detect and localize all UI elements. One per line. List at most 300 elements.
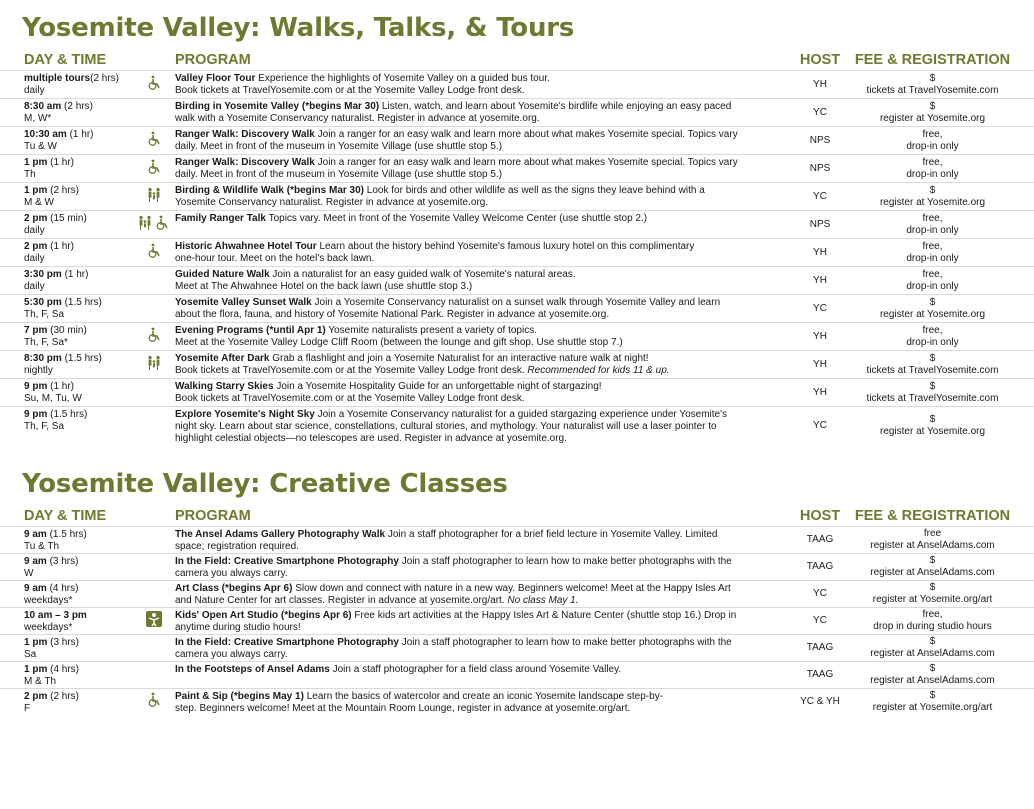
fee-cell (850, 635, 1015, 661)
day-time-cell (0, 99, 132, 126)
host-cell: YC (813, 615, 827, 626)
table-row (0, 98, 1034, 126)
accessibility-cell (132, 689, 175, 715)
duration: (1 hr) (47, 241, 75, 252)
program-desc-line3: highlight celestial objects—no telescopes are used. Register in advance at yosemite.org. (175, 433, 567, 444)
accessibility-cell (132, 635, 175, 661)
program-cell (175, 99, 790, 126)
wheelchair-icon (146, 327, 162, 347)
program-desc-line2: walk with a Yosemite Conservancy naturalist. Register in advance at yosemite.org. (175, 113, 540, 124)
time: 10 am – 3 pm (24, 610, 87, 621)
program-desc: Experience the highlights of Yosemite Valley on a guided bus tour. (255, 73, 550, 84)
time: 1 pm (24, 664, 48, 675)
accessibility-cell (132, 554, 175, 580)
duration: (15 min) (47, 213, 87, 224)
program-cell (175, 351, 790, 378)
fee-cell (850, 554, 1015, 580)
program-note: Recommended for kids 11 & up. (527, 365, 670, 376)
fee-cell (850, 127, 1015, 154)
program-desc: Listen, watch, and learn about Yosemite's birdlife while enjoying an easy paced (379, 101, 732, 112)
program-name: Guided Nature Walk (175, 269, 270, 280)
host-cell: TAAG (806, 534, 834, 545)
walks-header-row (0, 44, 1034, 70)
program-cell (175, 267, 790, 294)
registration: drop-in only (906, 336, 959, 348)
program-cell (175, 608, 790, 634)
time: 2 pm (24, 241, 48, 252)
registration: tickets at TravelYosemite.com (866, 392, 999, 404)
registration: register at AnselAdams.com (870, 567, 995, 578)
program-cell (175, 635, 790, 661)
program-desc-line2: Book tickets at TravelYosemite.com or at the Yosemite Valley Lodge front desk. (175, 393, 525, 404)
table-row (0, 607, 1034, 634)
host-cell: YC (813, 302, 827, 314)
day-time-cell (0, 379, 132, 406)
fee-cell (850, 211, 1015, 238)
program-desc: Join a naturalist for an easy guided walk of Yosemite's natural areas. (269, 269, 576, 280)
duration: (2 hrs) (90, 73, 120, 84)
days: Tu & Th (24, 541, 60, 552)
program-note: No class May 1. (507, 595, 579, 606)
host-cell: YH (813, 358, 827, 370)
accessibility-cell (132, 267, 175, 294)
time: 9 am (24, 583, 47, 594)
program-desc-line2: daily. Meet in front of the museum in Yosemite Village (use shuttle stop 5.) (175, 169, 503, 180)
program-name: Yosemite Valley Sunset Walk (175, 297, 312, 308)
fee-amount: $ (929, 352, 936, 364)
host-cell: YC (813, 588, 827, 599)
fee-cell (850, 379, 1015, 406)
table-row (0, 266, 1034, 294)
day-time-cell (0, 635, 132, 661)
time: 9 pm (24, 409, 48, 420)
days: F (24, 703, 31, 714)
days: M, W* (24, 113, 52, 124)
program-desc: Learn the basics of watercolor and create an iconic Yosemite landscape step-by- (303, 691, 664, 702)
duration: (2 hrs) (61, 101, 93, 112)
accessibility-cell (132, 379, 175, 406)
time: 8:30 am (24, 101, 62, 112)
program-desc-line2: Book tickets at TravelYosemite.com or at the Yosemite Valley Lodge front desk. (175, 365, 528, 376)
fee-cell (850, 323, 1015, 350)
accessibility-cell (132, 183, 175, 210)
fee-amount: free, (922, 324, 943, 336)
registration: drop-in only (906, 140, 959, 152)
duration: (1 hr) (47, 381, 75, 392)
registration: register at Yosemite.org/art (872, 594, 993, 605)
program-name: Birding & Wildlife Walk (*begins Mar 30) (175, 185, 365, 196)
host-cell: TAAG (806, 669, 834, 680)
registration: register at Yosemite.org/art (872, 702, 993, 713)
fee-amount: free, (922, 128, 943, 140)
duration: (2 hrs) (47, 185, 80, 196)
duration: (1 hr) (66, 129, 94, 140)
program-cell (175, 323, 790, 350)
time: 2 pm (24, 691, 48, 702)
days: Su, M, Tu, W (24, 393, 82, 404)
program-cell (175, 155, 790, 182)
days: weekdays* (24, 595, 73, 606)
registration: register at Yosemite.org (879, 425, 986, 437)
accessibility-cell (132, 239, 175, 266)
accessibility-cell (132, 608, 175, 634)
fee-amount: free, (922, 609, 943, 620)
days: Tu & W (24, 141, 57, 152)
program-desc: Topics vary. Meet in front of the Yosemite Valley Welcome Center (use shuttle stop 2.) (265, 213, 648, 224)
program-cell (175, 527, 790, 553)
program-cell (175, 127, 790, 154)
kids-icon (146, 611, 162, 631)
table-row (0, 688, 1034, 715)
host-cell: YH (813, 246, 827, 258)
time: 5:30 pm (24, 297, 62, 308)
wheelchair-icon (146, 243, 162, 263)
program-desc: Slow down and connect with nature in a new way. Beginners welcome! Meet at the Happy Isles Art (292, 583, 731, 594)
program-name: Ranger Walk: Discovery Walk (175, 157, 315, 168)
host-cell: NPS (809, 218, 831, 230)
fee-cell (850, 608, 1015, 634)
registration: register at Yosemite.org (879, 308, 986, 320)
wheelchair-icon (146, 75, 162, 95)
header-program: PROGRAM (175, 52, 251, 68)
days: M & W (24, 197, 54, 208)
program-name: Family Ranger Talk (175, 213, 266, 224)
fee-amount: $ (929, 413, 936, 425)
time: 8:30 pm (24, 353, 62, 364)
program-desc-line2: one-hour tour. Meet on the hotel's back lawn. (175, 253, 375, 264)
fee-amount: $ (929, 380, 936, 392)
fee-amount: free, (922, 240, 943, 252)
program-name: Historic Ahwahnee Hotel Tour (175, 241, 317, 252)
fee-amount: $ (929, 663, 936, 674)
fee-cell (850, 295, 1015, 322)
time: 10:30 am (24, 129, 67, 140)
day-time-cell (0, 554, 132, 580)
time: 3:30 pm (24, 269, 62, 280)
program-desc-line2: camera you always carry. (175, 649, 288, 660)
program-desc: Join a staff photographer for a field class around Yosemite Valley. (329, 664, 622, 675)
fee-cell (850, 155, 1015, 182)
time: 1 pm (24, 157, 48, 168)
table-row (0, 238, 1034, 266)
days: Th (24, 169, 36, 180)
table-row (0, 294, 1034, 322)
program-cell (175, 554, 790, 580)
day-time-cell (0, 351, 132, 378)
program-cell (175, 239, 790, 266)
family-icon (146, 355, 162, 375)
day-time-cell (0, 239, 132, 266)
accessibility-cell (132, 662, 175, 688)
host-cell: TAAG (806, 561, 834, 572)
host-cell: YH (813, 274, 827, 286)
fee-amount: free (923, 528, 942, 539)
header-host: HOST (799, 52, 841, 68)
table-row (0, 182, 1034, 210)
table-row (0, 406, 1034, 444)
duration: (1 hr) (47, 157, 75, 168)
program-name: Kids' Open Art Studio (*begins Apr 6) (175, 610, 352, 621)
days: weekdays* (24, 622, 73, 633)
duration: (2 hrs) (47, 691, 80, 702)
table-row (0, 526, 1034, 553)
fee-cell (850, 351, 1015, 378)
program-desc-line2: daily. Meet in front of the museum in Yosemite Village (use shuttle stop 5.) (175, 141, 503, 152)
program-name: Birding in Yosemite Valley (*begins Mar 30) (175, 101, 380, 112)
program-desc: Free kids art activities at the Happy Isles Art & Nature Center (shuttle stop 16.) Drop in (351, 610, 737, 621)
day-time-cell (0, 267, 132, 294)
fee-amount: $ (929, 100, 936, 112)
program-desc: Yosemite naturalists present a variety of topics. (325, 325, 537, 336)
table-row (0, 126, 1034, 154)
fee-cell (850, 689, 1015, 715)
program-name: Yosemite After Dark (175, 353, 270, 364)
days: daily (24, 225, 45, 236)
host-cell: YH (813, 330, 827, 342)
fee-amount: $ (929, 690, 936, 701)
accessibility-cell (132, 407, 175, 444)
days: Th, F, Sa* (24, 337, 68, 348)
fee-cell (850, 239, 1015, 266)
accessibility-cell (132, 295, 175, 322)
time: 1 pm (24, 637, 48, 648)
fee-amount: $ (929, 296, 936, 308)
days: M & Th (24, 676, 57, 687)
host-cell: YC (813, 419, 827, 431)
duration: (3 hrs) (46, 556, 79, 567)
program-name: Paint & Sip (*begins May 1) (175, 691, 304, 702)
day-time-cell (0, 689, 132, 715)
host-cell: YC (813, 190, 827, 202)
program-desc: Join a staff photographer for a brief field lecture in Yosemite Valley. Limited (385, 529, 718, 540)
fee-amount: $ (929, 555, 936, 566)
time: 9 am (24, 556, 47, 567)
days: daily (24, 253, 45, 264)
host-cell: YH (813, 78, 827, 90)
days: daily (24, 85, 45, 96)
program-cell (175, 379, 790, 406)
fee-amount: free, (922, 212, 943, 224)
family-icon (146, 187, 162, 207)
accessibility-cell (132, 99, 175, 126)
day-time-cell (0, 295, 132, 322)
time: 9 pm (24, 381, 48, 392)
program-name: In the Footsteps of Ansel Adams (175, 664, 330, 675)
table-row (0, 634, 1034, 661)
accessibility-cell (132, 155, 175, 182)
program-name: The Ansel Adams Gallery Photography Walk (175, 529, 386, 540)
classes-section (0, 468, 1034, 715)
accessibility-cell (132, 351, 175, 378)
header-day-time: DAY & TIME (24, 52, 107, 68)
fee-cell (850, 183, 1015, 210)
table-row (0, 580, 1034, 607)
days: daily (24, 281, 45, 292)
host-cell: YC (813, 106, 827, 118)
program-cell (175, 689, 790, 715)
day-time-cell (0, 662, 132, 688)
registration: drop-in only (906, 252, 959, 264)
program-name: Valley Floor Tour (175, 73, 256, 84)
wheelchair-icon (146, 159, 162, 179)
header-fee: FEE & REGISTRATION (854, 508, 1011, 524)
program-desc-line2: about the flora, fauna, and history of Yosemite National Park. Register in advance at yosemite.org. (175, 309, 610, 320)
duration: (1.5 hrs) (46, 529, 87, 540)
table-row (0, 661, 1034, 688)
day-time-cell (0, 608, 132, 634)
program-desc-line2: camera you always carry. (175, 568, 288, 579)
registration: register at AnselAdams.com (870, 675, 995, 686)
duration: (1.5 hrs) (47, 409, 88, 420)
table-row (0, 322, 1034, 350)
day-time-cell (0, 323, 132, 350)
duration: (1.5 hrs) (61, 297, 102, 308)
program-desc-line2: Meet at the Yosemite Valley Lodge Cliff Room (between the lounge and gift shop. Use shuttle stop 7.) (175, 337, 623, 348)
program-name: Evening Programs (*until Apr 1) (175, 325, 326, 336)
accessibility-cell (132, 71, 175, 98)
days: Sa (24, 649, 37, 660)
duration: (4 hrs) (47, 664, 80, 675)
host-cell: NPS (809, 162, 831, 174)
accessibility-cell (132, 211, 175, 238)
header-host: HOST (799, 508, 841, 524)
program-desc-line2: Book tickets at TravelYosemite.com or at the Yosemite Valley Lodge front desk. (175, 85, 525, 96)
duration: (1 hr) (61, 269, 89, 280)
duration: (1.5 hrs) (61, 353, 102, 364)
days: Th, F, Sa (24, 421, 65, 432)
program-cell (175, 183, 790, 210)
day-time-cell (0, 155, 132, 182)
program-cell (175, 407, 790, 444)
host-cell: YH (813, 386, 827, 398)
host-cell: YC & YH (800, 696, 840, 707)
registration: register at Yosemite.org (879, 196, 986, 208)
program-desc: Join a Yosemite Hospitality Guide for an unforgettable night of stargazing! (273, 381, 602, 392)
program-desc: Join a ranger for an easy walk and learn more about what makes Yosemite special. Topics vary (314, 157, 738, 168)
program-cell (175, 71, 790, 98)
day-time-cell (0, 127, 132, 154)
program-desc: Look for birds and other wildlife as well as the signs they leave behind with a (364, 185, 705, 196)
table-row (0, 350, 1034, 378)
accessibility-cell (132, 127, 175, 154)
wheelchair-icon (146, 131, 162, 151)
program-desc-line2: Meet at The Ahwahnee Hotel on the back lawn (use shuttle stop 3.) (175, 281, 473, 292)
registration: drop-in only (906, 224, 959, 236)
program-name: Ranger Walk: Discovery Walk (175, 129, 315, 140)
program-cell (175, 295, 790, 322)
day-time-cell (0, 527, 132, 553)
accessibility-cell (132, 581, 175, 607)
wheelchair-icon (146, 692, 162, 712)
fee-amount: $ (929, 72, 936, 84)
time: 7 pm (24, 325, 48, 336)
registration: tickets at TravelYosemite.com (866, 84, 999, 96)
day-time-cell (0, 407, 132, 444)
time: 9 am (24, 529, 47, 540)
time: multiple tours (24, 73, 91, 84)
table-row (0, 70, 1034, 98)
header-day-time: DAY & TIME (24, 508, 107, 524)
fee-cell (850, 407, 1015, 444)
program-name: Explore Yosemite's Night Sky (175, 409, 315, 420)
program-desc: Grab a flashlight and join a Yosemite Naturalist for an interactive nature walk at night! (269, 353, 649, 364)
classes-title: Yosemite Valley: Creative Classes (22, 469, 508, 499)
program-cell (175, 662, 790, 688)
program-desc-line2: Yosemite Conservancy naturalist. Register in advance at yosemite.org. (175, 197, 489, 208)
table-row (0, 154, 1034, 182)
program-desc-line2: space; registration required. (175, 541, 299, 552)
header-program: PROGRAM (175, 508, 251, 524)
program-desc: Join a ranger for an easy walk and learn more about what makes Yosemite special. Topics vary (314, 129, 738, 140)
program-name: In the Field: Creative Smartphone Photography (175, 556, 399, 567)
program-name: In the Field: Creative Smartphone Photography (175, 637, 399, 648)
program-cell (175, 581, 790, 607)
accessibility-cell (132, 323, 175, 350)
days: nightly (24, 365, 53, 376)
program-desc: Join a Yosemite Conservancy naturalist for a guided stargazing experience under Yosemite's (314, 409, 728, 420)
classes-table (0, 526, 1034, 715)
program-name: Art Class (*begins Apr 6) (175, 583, 293, 594)
program-cell (175, 211, 790, 238)
registration: drop-in only (906, 168, 959, 180)
fee-cell (850, 99, 1015, 126)
duration: (30 min) (47, 325, 87, 336)
days: Th, F, Sa (24, 309, 65, 320)
fee-cell (850, 662, 1015, 688)
fee-amount: $ (929, 184, 936, 196)
day-time-cell (0, 71, 132, 98)
fee-amount: free, (922, 268, 943, 280)
program-desc-line2: step. Beginners welcome! Meet at the Mountain Room Lounge, register in advance at yosemite.org/art. (175, 703, 631, 714)
duration: (3 hrs) (47, 637, 80, 648)
program-desc-line2: night sky. Learn about star science, constellations, cultural stories, and mythology. Your naturalist will use a laser pointer to (175, 421, 717, 432)
walks-table (0, 70, 1034, 444)
program-desc: Join a staff photographer to learn how to make better photographs with the (398, 556, 732, 567)
registration: register at Yosemite.org (879, 112, 986, 124)
program-name: Walking Starry Skies (175, 381, 274, 392)
fee-amount: $ (929, 582, 936, 593)
time: 1 pm (24, 185, 48, 196)
registration: drop in during studio hours (873, 621, 992, 632)
registration: register at AnselAdams.com (870, 648, 995, 659)
family-wheelchair-icon (137, 215, 170, 235)
program-desc: Join a Yosemite Conservancy naturalist on a sunset walk through Yosemite Valley and learn (311, 297, 721, 308)
fee-amount: free, (922, 156, 943, 168)
table-row (0, 210, 1034, 238)
fee-cell (850, 267, 1015, 294)
fee-cell (850, 581, 1015, 607)
registration: tickets at TravelYosemite.com (866, 364, 999, 376)
time: 2 pm (24, 213, 48, 224)
walks-title: Yosemite Valley: Walks, Talks, & Tours (22, 13, 575, 43)
host-cell: NPS (809, 134, 831, 146)
registration: register at AnselAdams.com (870, 540, 995, 551)
duration: (4 hrs) (46, 583, 79, 594)
program-desc-line2: anytime during studio hours! (175, 622, 301, 633)
fee-amount: $ (929, 636, 936, 647)
day-time-cell (0, 183, 132, 210)
day-time-cell (0, 211, 132, 238)
fee-cell (850, 71, 1015, 98)
program-desc: Join a staff photographer to learn how to make better photographs with the (398, 637, 732, 648)
days: W (24, 568, 34, 579)
classes-header-row (0, 500, 1034, 526)
registration: drop-in only (906, 280, 959, 292)
fee-cell (850, 527, 1015, 553)
accessibility-cell (132, 527, 175, 553)
program-desc-line2: and Nature Center for art classes. Register in advance at yosemite.org/art. (175, 595, 508, 606)
table-row (0, 553, 1034, 580)
